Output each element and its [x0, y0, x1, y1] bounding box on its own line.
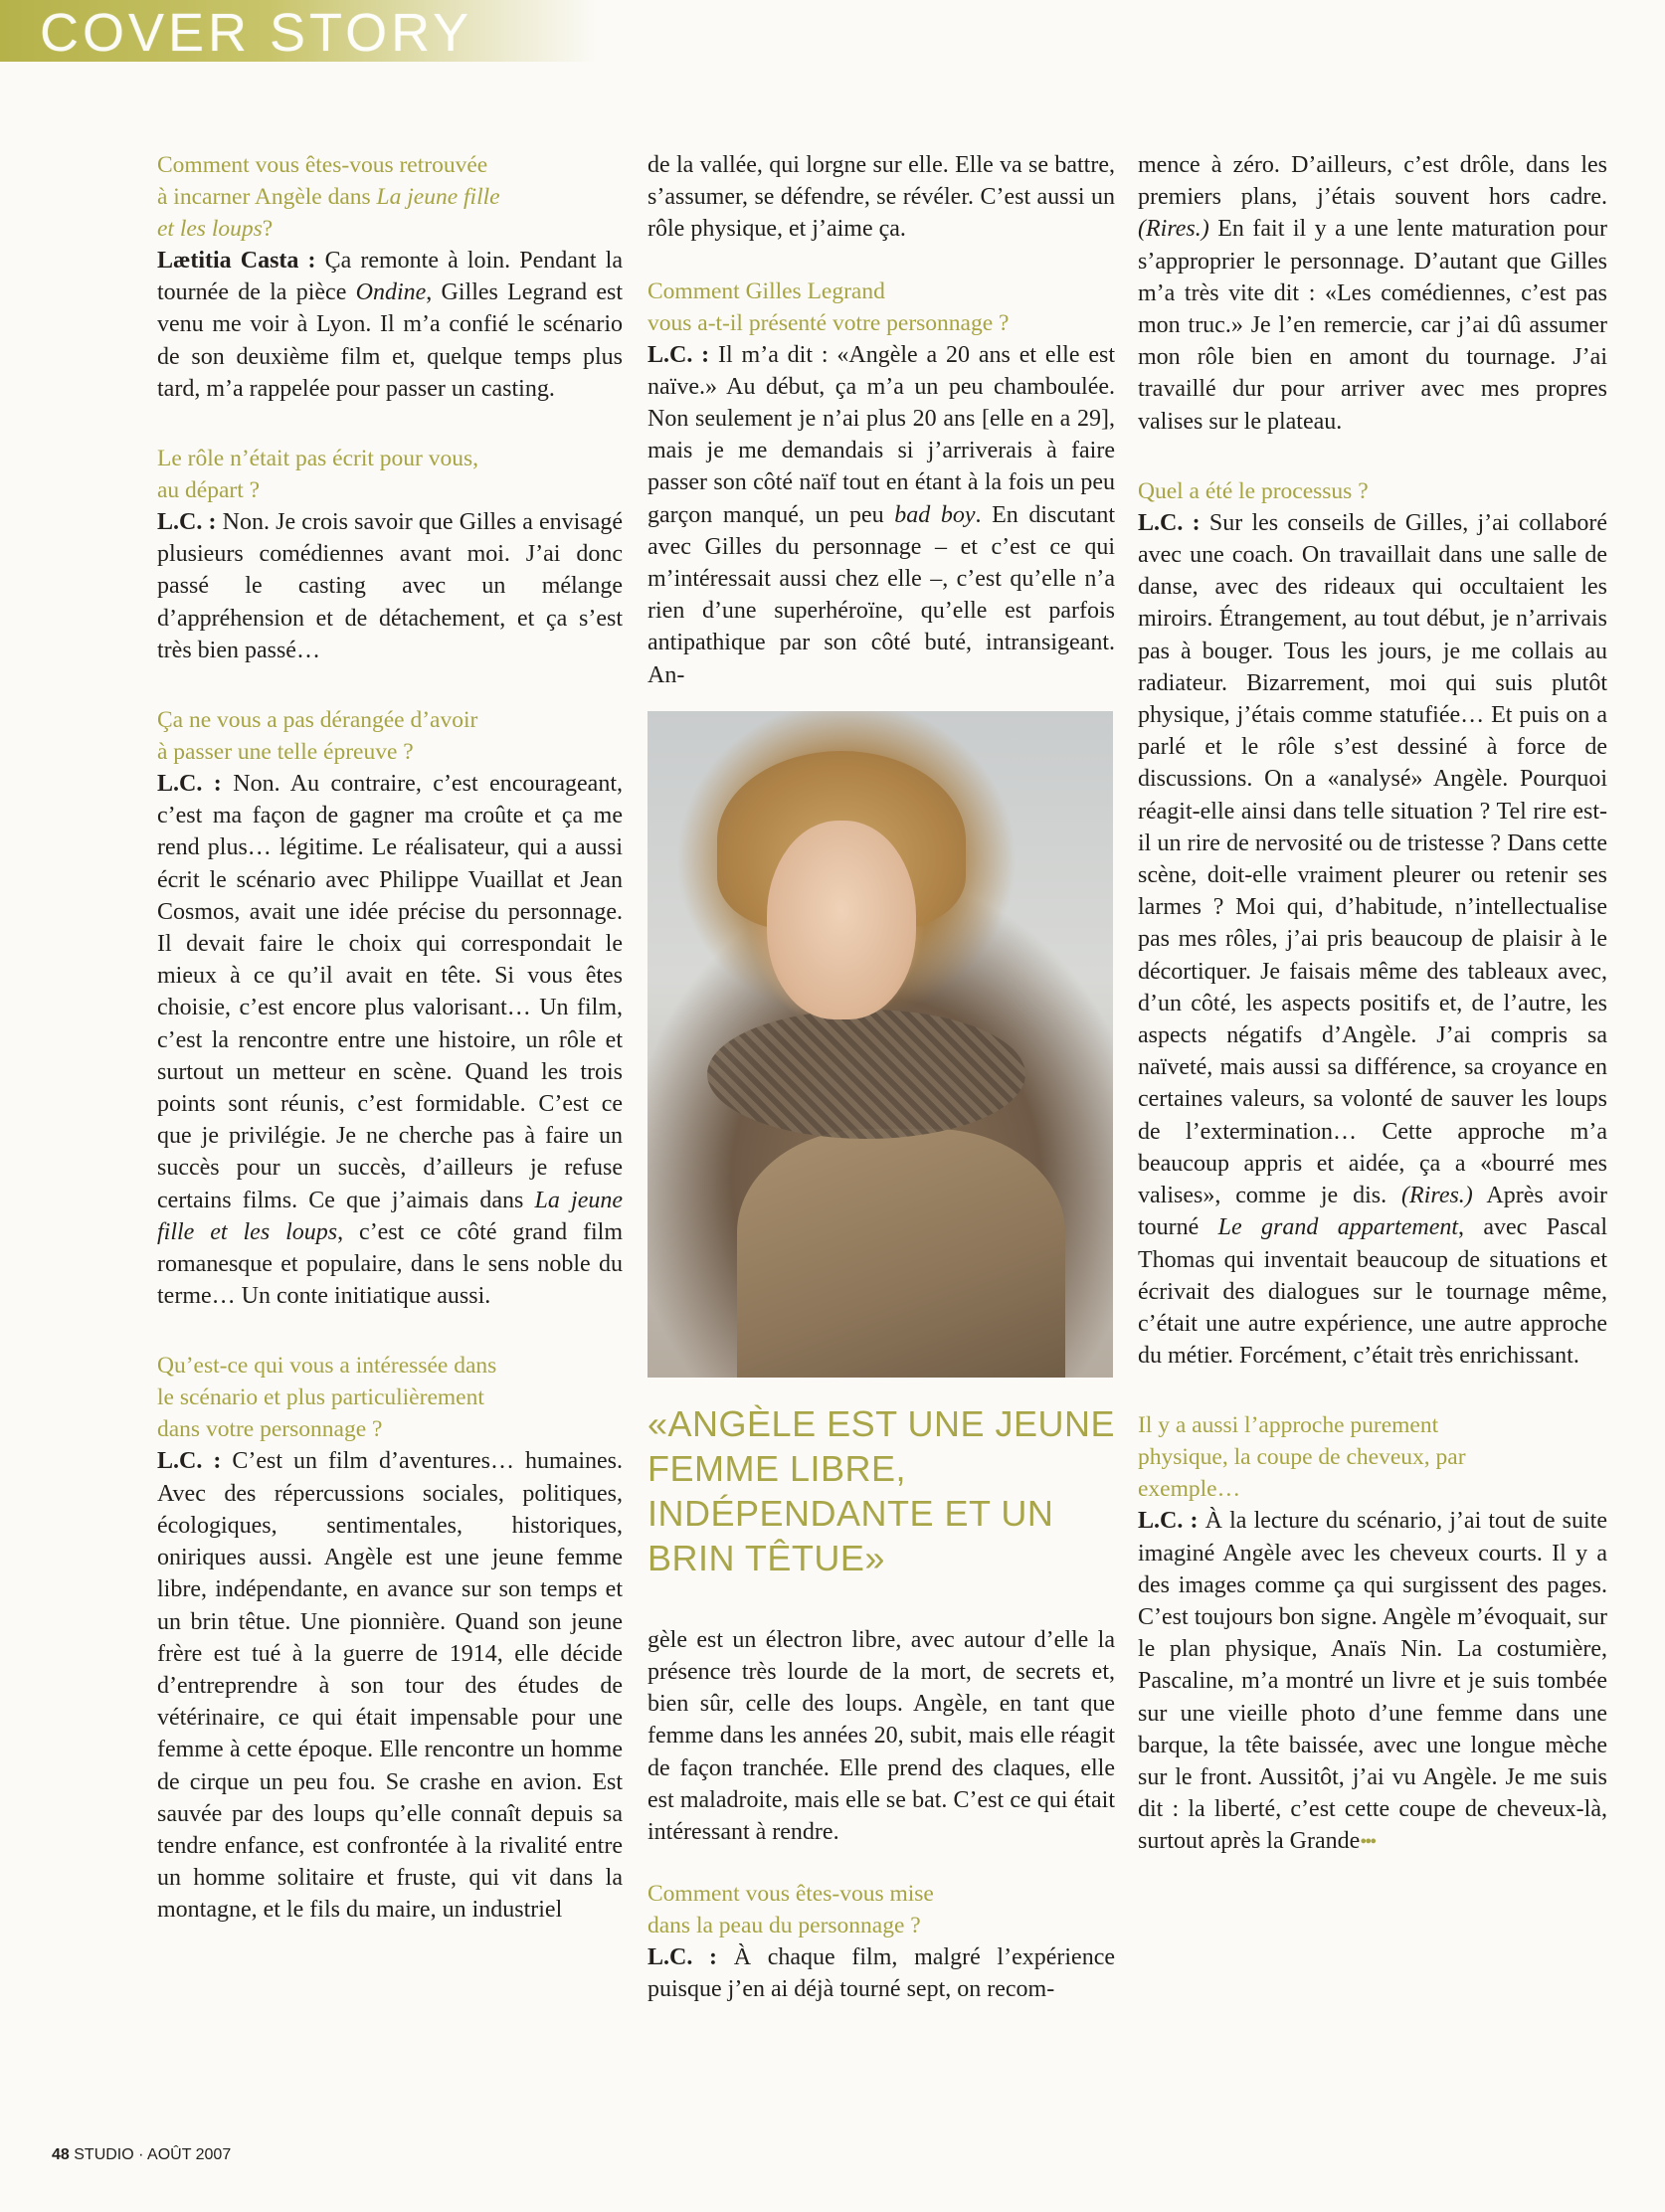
answer-paragraph: L.C. : Non. Au contraire, c’est encourageant, c’est ma façon de gagner ma croûte et ça me rend plus… légitime. Le réalisateur, qui a aussi écrit le scénario avec Philippe Vuaillat et Jean Cosmos, avait une idée précise du personnage. Il devait faire le choix qui correspondait le mieux à ce qu’il avait en tête. Si vous êtes choisie, c’est encore plus valorisant… Un film, c’est la rencontre entre une histoire, un rôle et surtout un metteur en scène. Quand les trois points sont réunis, c’est formidable. C’est ce que je privilégie. Je ne cherche pas à faire un succès pour un succès, d’ailleurs je refuse certains films. Ce que j’aimais dans La jeune fille et les loups, c’est ce côté grand film romanesque et populaire, dans le sens noble du terme… Un conte initiatique aussi. [157, 771, 623, 1310]
speaker-label: L.C. : [1138, 509, 1201, 536]
question-heading: Le rôle n’était pas écrit pour vous, au départ ? [157, 446, 479, 504]
answer-paragraph: Lætitia Casta : Ça remonte à loin. Pendant la tournée de la pièce Ondine, Gilles Legrand est venu me voir à Lyon. Il m’a confié le scénario de son deuxième film et, quelque temps plus tard, m’a rappelée pour passer un casting. [157, 248, 623, 402]
publication-info: STUDIO · AOÛT 2007 [69, 2146, 232, 2163]
question-heading: Comment vous êtes-vous retrouvée à incarner Angèle dans La jeune fille et les loups? [157, 152, 500, 242]
answer-paragraph: L.C. : À la lecture du scénario, j’ai tout de suite imaginé Angèle avec les cheveux courts. Il y a des images comme ça qui surgissent des pages. C’est toujours bon signe. Angèle m’évoquait, sur le plan physique, Anaïs Nin. La costumière, Pascaline, m’a montré un livre et je suis tombée sur une vieille photo d’une femme dans une barque, la tête baissée, avec une longue mèche sur le front. Aussitôt, j’ai vu Angèle. Je me suis dit : la liberté, c’est cette coupe de cheveux-là, surtout après la Grande••• [1138, 1508, 1607, 1855]
speaker-label: L.C. : [648, 341, 710, 368]
page-footer [52, 2146, 231, 2164]
question-heading: Ça ne vous a pas dérangée d’avoir à passer une telle épreuve ? [157, 707, 478, 766]
speaker-label: L.C. : [648, 1944, 718, 1971]
section-label: COVER STORY [40, 3, 473, 63]
question-heading: Qu’est-ce qui vous a intéressée dans le scénario et plus particulièrement dans votre personnage ? [157, 1353, 497, 1443]
column-1 [157, 149, 623, 1927]
continuation-dots: ••• [1360, 1831, 1376, 1854]
speaker-label: L.C. : [1138, 1508, 1199, 1535]
speaker-label: L.C. : [157, 509, 217, 536]
speaker-label: Lætitia Casta : [157, 248, 316, 274]
speaker-label: L.C. : [157, 771, 222, 798]
portrait-photo [648, 711, 1113, 1378]
answer-paragraph: L.C. : C’est un film d’aventures… humaines. Avec des répercussions sociales, politiques, écologiques, sentimentales, historiques, oniriques aussi. Angèle est une jeune femme libre, indépendante, en avance sur son temps et un brin têtue. Une pionnière. Quand son jeune frère est tué à la guerre de 1914, elle décide d’entreprendre à son tour des études de vétérinaire, ce qui était impensable pour une femme à cette époque. Elle rencontre un homme de cirque un peu fou. Se crashe en avion. Est sauvée par des loups qu’elle connaît depuis sa tendre enfance, est confrontée à la rivalité entre un homme solitaire et fruste, qui vit dans la montagne, et le fils du maire, un industriel [157, 1448, 623, 1924]
answer-paragraph: L.C. : Sur les conseils de Gilles, j’ai collaboré avec une coach. On travaillait dans une salle de danse, avec des rideaux qui occultaient les miroirs. Étrangement, au tout début, je n’arrivais pas à bouger. Tous les jours, je me collais au radiateur. Bizarrement, moi qui suis plutôt physique, j’étais comme statufiée… Et puis on a parlé et le rôle s’est dessiné à force de discussions. On a «analysé» Angèle. Pourquoi réagit-elle ainsi dans telle situation ? Tel rire est-il un rire de nervosité ou de tristesse ? Dans cette scène, doit-elle vraiment pleurer ou retenir ses larmes ? Moi qui, d’habitude, n’intellectualise pas mes rôles, j’ai pris beaucoup de plaisir à le décortiquer. Je faisais même des tableaux avec, d’un côté, les aspects positifs et, de l’autre, les aspects négatifs d’Angèle. J’ai compris sa naïveté, mais aussi sa différence, sa croyance en certaines valeurs, sa volonté de sauver les loups de l’extermination… Cette approche m’a beaucoup appris et aidée, ça a «bourré mes valises», comme je dis. (Rires.) Après avoir tourné Le grand appartement, avec Pascal Thomas qui inventait beaucoup de situations et écrivait des dialogues sur le tournage même, c’était une autre expérience, une autre approche du métier. Forcément, c’était très enrichissant. [1138, 509, 1608, 1370]
page-number: 48 [52, 2146, 70, 2163]
question-heading: Comment Gilles Legrand vous a-t-il présenté votre personnage ? [648, 277, 1010, 336]
pull-quote: «ANGÈLE EST UNE JEUNE FEMME LIBRE, INDÉPENDANTE ET UN BRIN TÊTUE» [648, 1402, 1115, 1578]
answer-paragraph: gèle est un électron libre, avec autour d’elle la présence très lourde de la mort, de secrets et, bien sûr, celle des loups. Angèle, en tant que femme dans les années 20, subit, mais elle réagit de façon tranchée. Elle prend des claques, elle est maladroite, mais elle se bat. C’est ce qui était intéressant à rendre. [648, 1626, 1115, 1846]
question-heading: Comment vous êtes-vous mise dans la peau du personnage ? [648, 1881, 934, 1939]
answer-paragraph: L.C. : À chaque film, malgré l’expérience puisque j’en ai déjà tourné sept, on recom- [648, 1944, 1115, 2003]
column-3 [1138, 149, 1607, 1859]
answer-paragraph: mence à zéro. D’ailleurs, c’est drôle, dans les premiers plans, j’étais souvent hors cadre. (Rires.) En fait il y a une lente maturation pour s’approprier le personnage. D’autant que Gilles m’a très vite dit : «Les comédiennes, c’est pas mon truc.» Je l’en remercie, car j’ai dû assumer mon rôle bien en amont du tournage. J’ai travaillé dur pour arriver avec mes propres valises sur le plateau. [1138, 152, 1607, 435]
column-2 [648, 149, 1115, 2006]
question-heading: Quel a été le processus ? [1138, 477, 1369, 504]
speaker-label: L.C. : [157, 1448, 222, 1475]
section-banner [0, 0, 597, 62]
answer-paragraph: L.C. : Non. Je crois savoir que Gilles a envisagé plusieurs comédiennes avant moi. J’ai donc passé le casting avec un mélange d’appréhension et de détachement, et ça s’est très bien passé… [157, 509, 623, 663]
answer-paragraph: de la vallée, qui lorgne sur elle. Elle va se battre, s’assumer, se défendre, se révéler. C’est aussi un rôle physique, et j’aime ça. [648, 152, 1115, 243]
question-heading: Il y a aussi l’approche purement physique, la coupe de cheveux, par exemple… [1138, 1412, 1466, 1503]
answer-paragraph: L.C. : Il m’a dit : «Angèle a 20 ans et elle est naïve.» Au début, ça m’a un peu chamboulée. Non seulement je n’ai plus 20 ans [elle en a 29], mais je me demandais si j’arriverais à faire passer son côté naïf tout en étant à la fois un peu garçon manqué, un peu bad boy. En discutant avec Gilles du personnage – et c’est ce qui m’intéressait aussi chez elle –, c’est qu’elle n’a rien d’une superhéroïne, qu’elle est parfois antipathique par son côté buté, intransigeant. An- [648, 341, 1116, 688]
